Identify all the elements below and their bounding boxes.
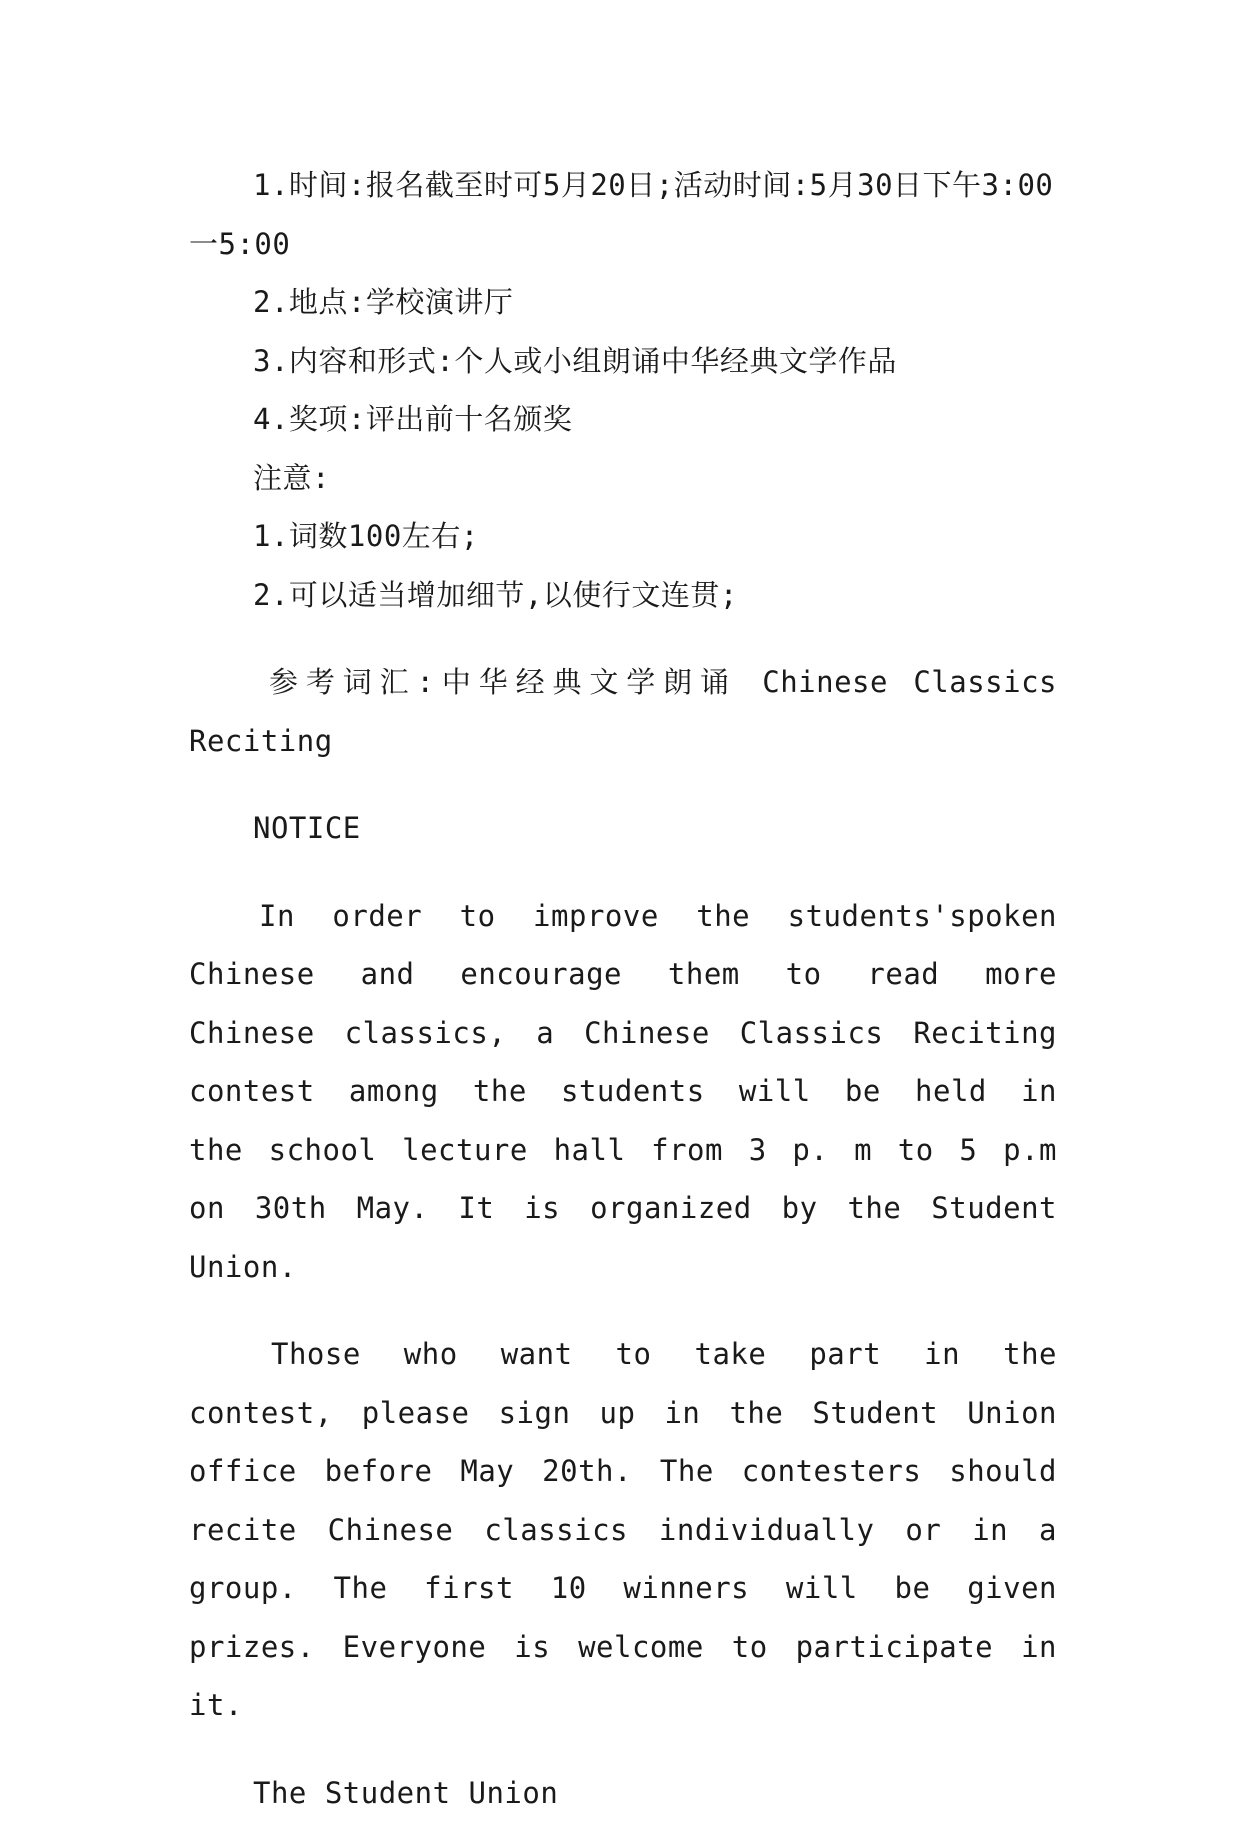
vocabulary-reference: 参考词汇:中华经典文学朗诵 Chinese Classics Reciting [189, 653, 1057, 770]
item-location: 2.地点:学校演讲厅 [189, 273, 1057, 332]
notice-title: NOTICE [189, 799, 1057, 858]
document-body [189, 156, 1057, 1822]
notice-paragraph-2: Those who want to take part in the contest, please sign up in the Student Union office before May 20th. The contesters should recite Chinese classics individually or in a group. The first 10 winners will be given prizes. Everyone is welcome to participate in it. [189, 1325, 1057, 1735]
note-details: 2.可以适当增加细节,以使行文连贯; [189, 566, 1057, 625]
item-time: 1.时间:报名截至时可5月20日;活动时间:5月30日下午3:00一5:00 [189, 156, 1057, 273]
item-awards: 4.奖项:评出前十名颁奖 [189, 390, 1057, 449]
notice-paragraph-1: In order to improve the students'spoken Chinese and encourage them to read more Chinese classics, a Chinese Classics Reciting contest among the students will be held in the school lecture hall from 3 p. m to 5 p.m on 30th May. It is organized by the Student Union. [189, 887, 1057, 1297]
item-content-form: 3.内容和形式:个人或小组朗诵中华经典文学作品 [189, 332, 1057, 391]
note-heading: 注意: [189, 449, 1057, 508]
notice-signature: The Student Union [189, 1764, 1057, 1822]
note-word-count: 1.词数100左右; [189, 507, 1057, 566]
